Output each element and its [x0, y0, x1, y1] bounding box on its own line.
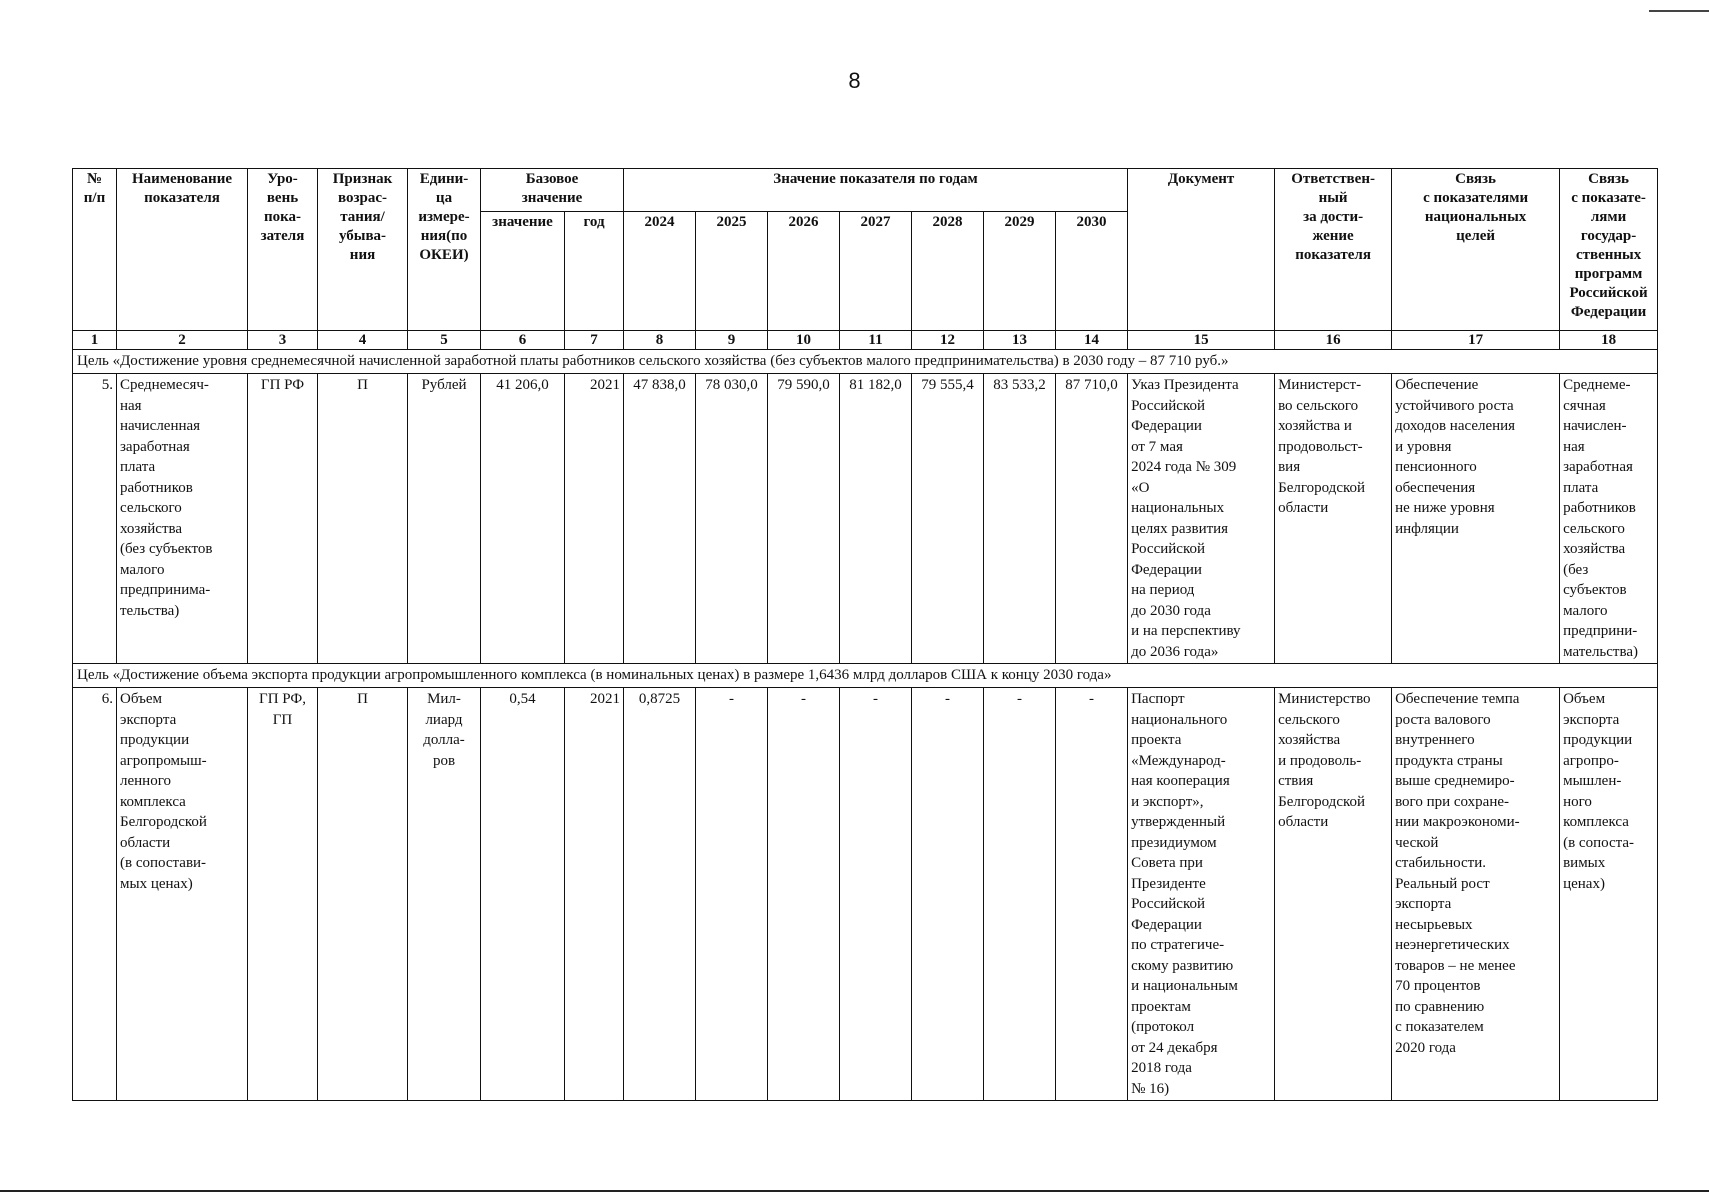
header-base-value: значение — [481, 212, 565, 331]
row6-sign: П — [318, 688, 408, 1101]
column-number: 11 — [840, 331, 912, 350]
indicators-table — [72, 168, 1658, 1101]
row6-level: ГП РФ, ГП — [248, 688, 318, 1101]
column-number: 3 — [248, 331, 318, 350]
header-base-year: год — [565, 212, 624, 331]
column-number: 6 — [481, 331, 565, 350]
row5-value-2028: 79 555,4 — [912, 374, 984, 664]
header-year-2028: 2028 — [912, 212, 984, 331]
header-sign: Признак возрас- тания/ убыва- ния — [318, 169, 408, 331]
row5-state-programs: Среднеме- сячная начислен- ная заработная плата работников сельского хозяйства (без субъектов малого предприни- мательства) — [1560, 374, 1658, 664]
header-unit: Едини- ца измере- ния(по ОКЕИ) — [408, 169, 481, 331]
header-year-2027: 2027 — [840, 212, 912, 331]
row6-value-2025: - — [696, 688, 768, 1101]
row5-national-goals: Обеспечение устойчивого роста доходов населения и уровня пенсионного обеспечения не ниже уровня инфляции — [1392, 374, 1560, 664]
header-year-2026: 2026 — [768, 212, 840, 331]
row6-document: Паспорт национального проекта «Международ- ная кооперация и экспорт», утвержденный президиумом Совета при Президенте Российской Федерации по стратегиче- скому развитию и национальным проектам (протокол от 24 декабря 2018 года № 16) — [1128, 688, 1275, 1101]
column-number: 15 — [1128, 331, 1275, 350]
header-base-group: Базовое значение — [481, 169, 624, 212]
indicator-row-5 — [73, 374, 1658, 664]
row6-value-2027: - — [840, 688, 912, 1101]
row6-state-programs: Объем экспорта продукции агропро- мышлен- ного комплекса (в сопоста- вимых ценах) — [1560, 688, 1658, 1101]
goal-row-export — [73, 664, 1658, 688]
header-level: Уро- вень пока- зателя — [248, 169, 318, 331]
header-name: Наименование показателя — [117, 169, 248, 331]
row5-level: ГП РФ — [248, 374, 318, 664]
header-year-2025: 2025 — [696, 212, 768, 331]
column-number: 12 — [912, 331, 984, 350]
header-state-programs: Связь с показате- лями государ- ственных программ Российской Федерации — [1560, 169, 1658, 331]
scan-edge-mark — [1649, 10, 1709, 12]
row5-value-2030: 87 710,0 — [1056, 374, 1128, 664]
column-number: 13 — [984, 331, 1056, 350]
row5-value-2026: 79 590,0 — [768, 374, 840, 664]
header-years-group: Значение показателя по годам — [624, 169, 1128, 212]
column-number: 7 — [565, 331, 624, 350]
column-number: 2 — [117, 331, 248, 350]
row5-document: Указ Президента Российской Федерации от 7 мая 2024 года № 309 «О национальных целях развития Российской Федерации на период до 2030 года и на перспективу до 2036 года» — [1128, 374, 1275, 664]
row6-base-year: 2021 — [565, 688, 624, 1101]
row5-value-2024: 47 838,0 — [624, 374, 696, 664]
scan-bottom-edge — [0, 1190, 1709, 1192]
column-number: 16 — [1275, 331, 1392, 350]
row5-base-year: 2021 — [565, 374, 624, 664]
row6-national-goals: Обеспечение темпа роста валового внутреннего продукта страны выше среднемиро- вого при сохране- нии макроэкономи- ческой стабильности. Реальный рост экспорта несырьевых неэнергетических товаров – не менее 70 процентов по сравнению с показателем 2020 года — [1392, 688, 1560, 1101]
column-numbers-row — [73, 331, 1658, 350]
row6-base-value: 0,54 — [481, 688, 565, 1101]
column-number: 4 — [318, 331, 408, 350]
column-number: 18 — [1560, 331, 1658, 350]
row6-value-2030: - — [1056, 688, 1128, 1101]
row5-value-2027: 81 182,0 — [840, 374, 912, 664]
row5-value-2029: 83 533,2 — [984, 374, 1056, 664]
column-number: 17 — [1392, 331, 1560, 350]
row5-number: 5. — [73, 374, 117, 664]
column-number: 10 — [768, 331, 840, 350]
column-number: 9 — [696, 331, 768, 350]
row5-unit: Рублей — [408, 374, 481, 664]
header-year-2024: 2024 — [624, 212, 696, 331]
header-row-1 — [73, 169, 1658, 212]
column-number: 14 — [1056, 331, 1128, 350]
row6-responsible: Министерство сельского хозяйства и продоволь- ствия Белгородской области — [1275, 688, 1392, 1101]
header-num: № п/п — [73, 169, 117, 331]
row6-unit: Мил- лиард долла- ров — [408, 688, 481, 1101]
row5-base-value: 41 206,0 — [481, 374, 565, 664]
header-document: Документ — [1128, 169, 1275, 331]
header-year-2030: 2030 — [1056, 212, 1128, 331]
row5-responsible: Министерст- во сельского хозяйства и продовольст- вия Белгородской области — [1275, 374, 1392, 664]
row6-value-2029: - — [984, 688, 1056, 1101]
indicator-row-6 — [73, 688, 1658, 1101]
row6-name: Объем экспорта продукции агропромыш- ленного комплекса Белгородской области (в сопостави- мых ценах) — [117, 688, 248, 1101]
goal-export-text: Цель «Достижение объема экспорта продукции агропромышленного комплекса (в номинальных ценах) в размере 1,6436 млрд долларов США к концу 2030 года» — [73, 664, 1658, 688]
header-national-goals: Связь с показателями национальных целей — [1392, 169, 1560, 331]
row5-sign: П — [318, 374, 408, 664]
goal-wages-text: Цель «Достижение уровня среднемесячной начисленной заработной платы работников сельского хозяйства (без субъектов малого предпринимательства) в 2030 году – 87 710 руб.» — [73, 350, 1658, 374]
row6-number: 6. — [73, 688, 117, 1101]
row5-value-2025: 78 030,0 — [696, 374, 768, 664]
row5-name: Среднемесяч- ная начисленная заработная плата работников сельского хозяйства (без субъектов малого предпринима- тельства) — [117, 374, 248, 664]
row6-value-2024: 0,8725 — [624, 688, 696, 1101]
row6-value-2028: - — [912, 688, 984, 1101]
column-number: 8 — [624, 331, 696, 350]
column-number: 1 — [73, 331, 117, 350]
column-number: 5 — [408, 331, 481, 350]
header-responsible: Ответствен- ный за дости- жение показателя — [1275, 169, 1392, 331]
page-number: 8 — [848, 68, 861, 93]
row6-value-2026: - — [768, 688, 840, 1101]
goal-row-wages — [73, 350, 1658, 374]
header-year-2029: 2029 — [984, 212, 1056, 331]
